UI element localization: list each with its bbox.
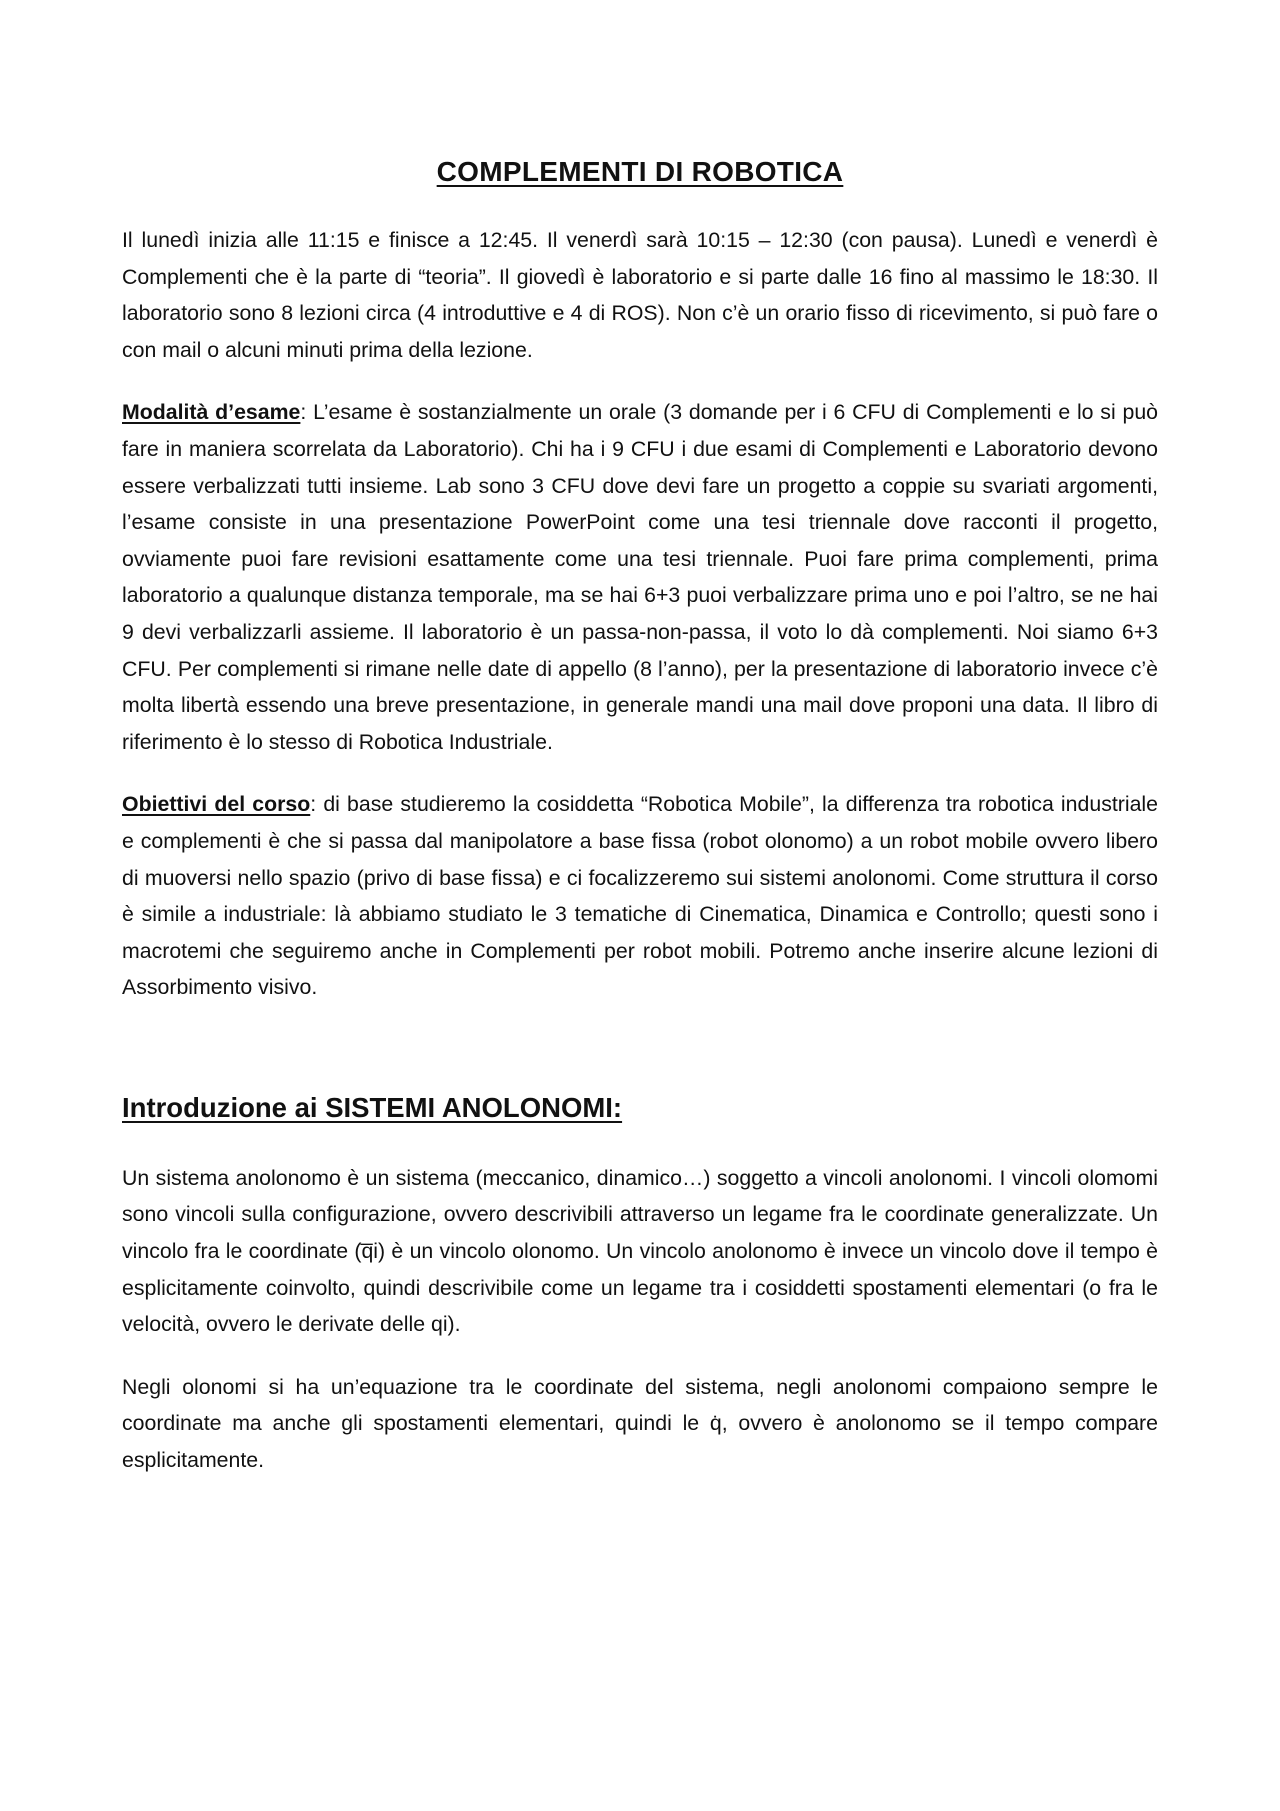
- objectives-paragraph: [122, 786, 1158, 1006]
- exam-label: Modalità d’esame: [122, 400, 301, 425]
- intro-paragraph: Il lunedì inizia alle 11:15 e finisce a 12:45. Il venerdì sarà 10:15 – 12:30 (con pausa). Lunedì e venerdì è Complementi che è la parte di “teoria”. Il giovedì è laboratorio e si parte dalle 16 fino al massimo le 18:30. Il laboratorio sono 8 lezioni circa (4 introduttive e 4 di ROS). Non c’è un orario fisso di ricevimento, si può fare o con mail o alcuni minuti prima della lezione.: [122, 228, 1158, 362]
- exam-text: L’esame è sostanzialmente un orale (3 domande per i 6 CFU di Complementi e lo si può fare in maniera scorrelata da Laboratorio). Chi ha i 9 CFU i due esami di Complementi e Laboratorio devono essere verbalizzati tutti insieme. Lab sono 3 CFU dove devi fare un progetto a coppie su svariati argomenti, l’esame consiste in una presentazione PowerPoint come una tesi triennale dove racconti il progetto, ovviamente puoi fare revisioni esattamente come una tesi triennale. Puoi fare prima complementi, prima laboratorio a qualunque distanza temporale, ma se hai 6+3 puoi verbalizzare prima uno e poi l’altro, se ne hai 9 devi verbalizzarli assieme. Il laboratorio è un passa-non-passa, il voto lo dà complementi. Noi siamo 6+3 CFU. Per complementi si rimane nelle date di appello (8 l’anno), per la presentazione di laboratorio invece c’è molta libertà essendo una breve presentazione, in generale mandi una mail dove proponi una data. Il libro di riferimento è lo stesso di Robotica Industriale.: [122, 400, 1159, 754]
- objectives-label: Obiettivi del corso: [122, 792, 311, 817]
- exam-separator: :: [300, 400, 307, 425]
- document-body: [122, 222, 1158, 1479]
- section-heading: Introduzione ai SISTEMI ANOLONOMI:: [122, 1091, 623, 1123]
- anolonomi-paragraph-2: Negli olonomi si ha un’equazione tra le coordinate del sistema, negli anolonomi compaiono sempre le coordinate ma anche gli spostamenti elementari, quindi le q̇, ovvero è anolonomo se il tempo compare esplicitamente.: [122, 1374, 1158, 1473]
- objectives-text: di base studieremo la cosiddetta “Robotica Mobile”, la differenza tra robotica industriale e complementi è che si passa dal manipolatore a base fissa (robot olonomo) a un robot mobile ovvero libero di muoversi nello spazio (privo di base fissa) e ci focalizzeremo sui sistemi anolonomi. Come struttura il corso è simile a industriale: là abbiamo studiato le 3 tematiche di Cinematica, Dinamica e Controllo; questi sono i macrotemi che seguiremo anche in Complementi per robot mobili. Potremo anche inserire alcune lezioni di Assorbimento visivo.: [122, 792, 1159, 1000]
- document-title: COMPLEMENTI DI ROBOTICA: [436, 156, 844, 187]
- objectives-separator: :: [310, 792, 317, 817]
- anolonomi-paragraph-1: Un sistema anolonomo è un sistema (meccanico, dinamico…) soggetto a vincoli anolonomi. I vincoli olomomi sono vincoli sulla configurazione, ovvero descrivibili attraverso un legame fra le coordinate generalizzate. Un vincolo fra le coordinate (q̅i) è un vincolo olonomo. Un vincolo anolonomo è invece un vincolo dove il tempo è esplicitamente coinvolto, quindi descrivibile come un legame tra i cosiddetti spostamenti elementari (o fra le velocità, ovvero le derivate delle qi).: [122, 1165, 1158, 1337]
- exam-paragraph: [122, 394, 1158, 760]
